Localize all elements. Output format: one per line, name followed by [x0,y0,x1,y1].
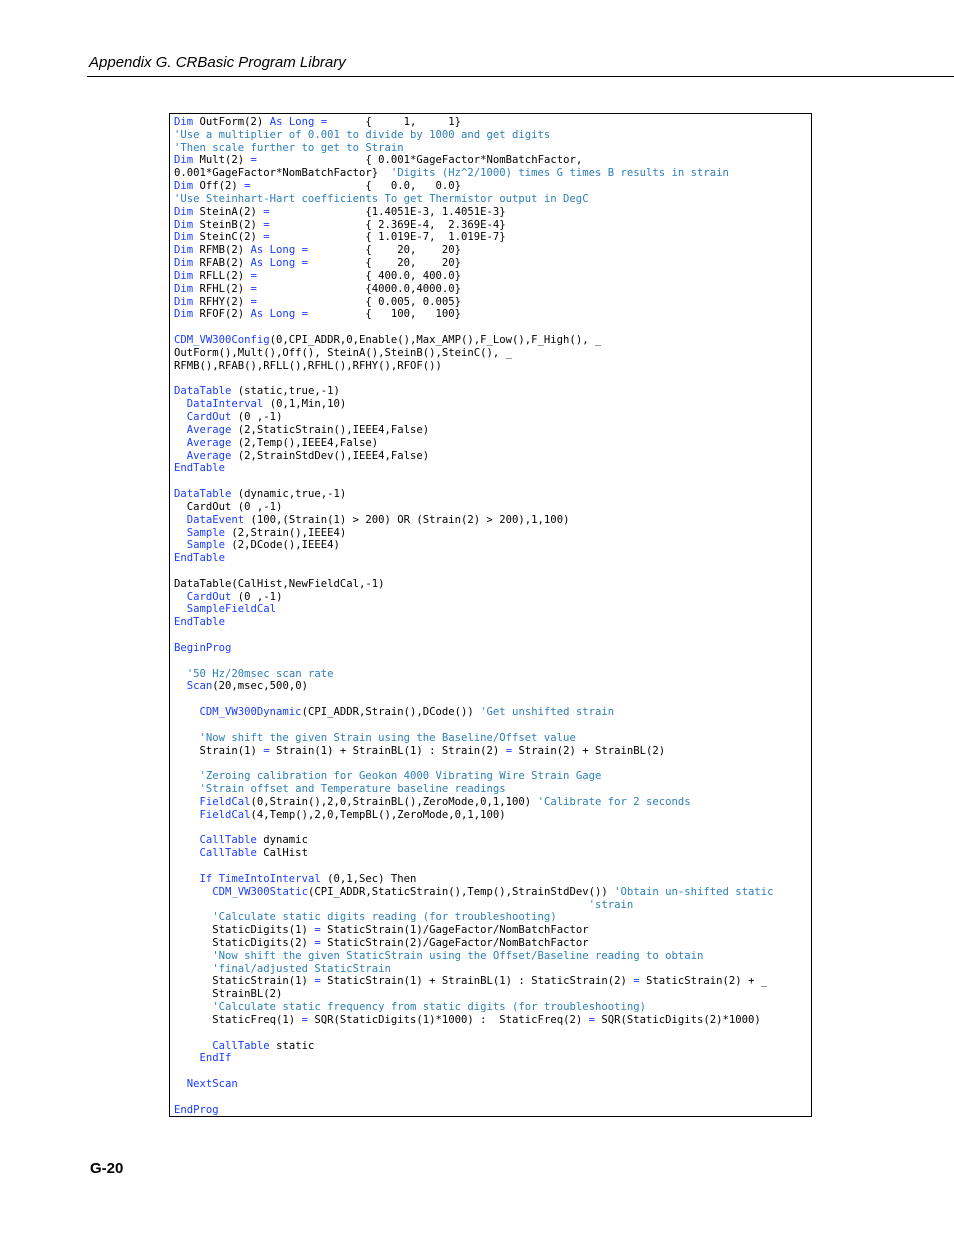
code-text: (2,Strain(),IEEE4) [231,526,347,539]
code-text [174,873,200,885]
code-text: (2,DCode(),IEEE4) [231,539,340,552]
code-line [174,180,809,193]
code-text [174,950,212,962]
code-listing [174,116,809,1117]
code-text: (0,CPI_ADDR,0,Enable(),Max_AMP(),F_Low(),F_High(), _ [269,334,602,347]
code-keyword: CDM_VW300Dynamic [199,706,302,719]
code-line [174,501,809,514]
code-line [174,373,809,386]
code-line [174,1052,809,1065]
code-line [174,514,809,527]
code-keyword: DataEvent [186,513,251,526]
code-keyword: = [250,154,257,167]
code-keyword: = [505,744,513,757]
code-line [174,539,809,552]
code-text [174,514,187,526]
header-divider [87,76,954,77]
code-line [174,296,809,309]
code-text: Strain(1) + StrainBL(1) : Strain(2) [269,744,506,757]
code-text: DataTable(CalHist,NewFieldCal,-1) [174,577,385,590]
page-header-title: Appendix G. CRBasic Program Library [89,54,346,71]
code-text [174,603,187,615]
code-text: { 2.369E-4, 2.369E-4} [269,218,506,231]
code-line [174,693,809,706]
code-text: StaticDigits(1) [174,924,315,937]
code-line [174,680,809,693]
page-number: G-20 [90,1160,124,1177]
code-line [174,603,809,616]
code-line [174,822,809,835]
code-keyword: Dim [174,154,200,167]
code-line [174,347,809,360]
code-text: (2,StaticStrain(),IEEE4,False) [237,423,430,436]
code-text: SteinA(2) [199,205,264,218]
code-line [174,219,809,232]
code-comment: 'Strain offset and Temperature baseline readings [199,783,506,796]
code-text: CalHist [263,847,308,860]
code-text [174,783,200,795]
code-keyword: Dim [174,205,200,218]
code-text: (0,1,Sec) Then [327,872,417,885]
code-keyword: Dim [174,257,200,270]
code-text: StaticStrain(1) + StrainBL(1) : StaticStrain(2) [320,975,634,988]
code-line [174,360,809,373]
code-line [174,860,809,873]
code-text: (4,Temp(),2,0,TempBL(),ZeroMode,0,1,100) [250,808,506,821]
code-text [174,591,187,603]
code-text: {4000.0,4000.0} [256,282,462,295]
code-comment: 'Calibrate for 2 seconds [537,795,691,808]
code-comment: 'Zeroing calibration for Geokon 4000 Vibrating Wire Strain Gage [199,770,602,783]
code-text [174,834,200,846]
code-keyword: Dim [174,269,200,282]
code-line [174,321,809,334]
code-line [174,552,809,565]
code-text: SQR(StaticDigits(1)*1000) : StaticFreq(2) [307,1013,589,1026]
code-keyword: = [263,231,270,244]
code-line [174,334,809,347]
code-line [174,1065,809,1078]
code-keyword: CallTable [199,847,264,860]
code-text [174,706,200,718]
code-text [174,809,200,821]
code-text: 0.001*GageFactor*NomBatchFactor} [174,167,391,180]
code-keyword: CDM_VW300Static [212,885,308,898]
code-line [174,796,809,809]
code-text: Off(2) [199,180,245,193]
code-line [174,899,809,912]
code-text: StaticStrain(2) + _ [639,975,768,988]
code-keyword: As Long = [250,244,308,257]
code-keyword: SampleFieldCal [186,603,277,616]
code-keyword: DataTable [174,385,238,398]
code-text: { 0.001*GageFactor*NomBatchFactor, [256,154,583,167]
code-keyword: EndTable [174,462,226,475]
code-keyword: NextScan [186,1078,238,1091]
code-text: { 0.005, 0.005} [256,295,462,308]
code-text [174,899,589,911]
code-line [174,1001,809,1014]
code-keyword: Dim [174,282,200,295]
code-text [174,911,212,923]
code-line [174,745,809,758]
code-text: (CPI_ADDR,Strain(),DCode()) [301,706,481,719]
code-text: (0 ,-1) [237,411,283,424]
code-line [174,308,809,321]
code-keyword: If TimeIntoInterval [199,872,328,885]
code-keyword: = [263,218,270,231]
code-text: RFMB(2) [199,244,251,257]
code-line [174,565,809,578]
code-text [174,847,200,859]
code-line [174,937,809,950]
code-keyword: EndProg [174,1103,219,1116]
code-text: CardOut (0 ,-1) [174,500,283,513]
code-text [174,680,187,692]
code-text: { 400.0, 400.0} [256,269,462,282]
code-line [174,283,809,296]
code-text: (100,(Strain(1) > 200) OR (Strain(2) > 200),1,100) [250,513,570,526]
code-keyword: CallTable [199,834,264,847]
code-line [174,616,809,629]
code-line [174,1091,809,1104]
code-keyword: = [633,975,640,988]
code-line [174,732,809,745]
code-text: { 20, 20} [307,244,462,257]
code-text [174,732,200,744]
code-keyword: = [263,744,270,757]
code-keyword: Average [186,423,238,436]
code-keyword: As Long = [250,257,308,270]
code-line [174,1014,809,1027]
code-text [174,1078,187,1090]
code-keyword: = [250,269,257,282]
code-text: { 0.0, 0.0} [250,180,462,193]
code-line [174,154,809,167]
code-text [174,424,187,436]
code-text: SteinC(2) [199,231,264,244]
code-text [174,539,187,551]
code-comment: 'Calculate static digits reading (for troubleshooting) [212,911,557,924]
code-keyword: = [250,295,257,308]
code-text: OutForm(),Mult(),Off(), SteinA(),SteinB(),SteinC(), _ [174,346,513,359]
code-text [174,1040,212,1052]
code-listing-box [169,113,812,1117]
code-keyword: DataInterval [186,398,270,411]
code-line [174,206,809,219]
code-keyword: = [588,1013,595,1026]
code-text: (2,Temp(),IEEE4,False) [237,436,379,449]
code-text: Strain(1) [174,744,264,757]
code-line [174,924,809,937]
code-text: { 20, 20} [307,257,462,270]
code-line [174,834,809,847]
code-line [174,655,809,668]
code-comment: 'final/adjusted StaticStrain [212,962,391,975]
code-line [174,270,809,283]
code-text: StaticStrain(1) [174,975,315,988]
code-line [174,809,809,822]
code-line [174,629,809,642]
code-line [174,706,809,719]
code-line [174,578,809,591]
code-line [174,398,809,411]
code-keyword: CDM_VW300Config [174,334,270,347]
code-text: (0 ,-1) [237,590,283,603]
code-text [174,398,187,410]
code-comment: 'Now shift the given StaticStrain using the Offset/Baseline reading to obtain [212,949,704,962]
code-comment: 'Digits (Hz^2/1000) times G times B results in strain [390,167,729,180]
code-line [174,988,809,1001]
code-text: RFHL(2) [199,282,251,295]
code-comment: 'Calculate static frequency from static digits (for troubleshooting) [212,1001,646,1014]
code-text: RFLL(2) [199,269,251,282]
code-keyword: CallTable [212,1039,277,1052]
code-text: Strain(2) + StrainBL(2) [512,744,666,757]
code-line [174,116,809,129]
code-line [174,963,809,976]
code-line [174,847,809,860]
code-line [174,488,809,501]
code-keyword: CardOut [186,590,238,603]
code-text: StaticDigits(2) [174,937,315,949]
code-comment: '50 Hz/20msec scan rate [186,667,334,680]
code-comment: 'Obtain un-shifted static [614,885,774,898]
code-keyword: Dim [174,116,200,128]
code-keyword: Average [186,436,238,449]
code-text [174,668,187,680]
code-keyword: Scan [186,680,213,693]
code-keyword: = [314,937,321,949]
code-comment: 'strain [588,898,634,911]
code-line [174,167,809,180]
code-line [174,450,809,463]
code-comment: 'Then scale further to get to Strain [174,141,404,154]
code-line [174,1040,809,1053]
code-keyword: = [263,205,270,218]
code-line [174,950,809,963]
code-keyword: = [244,180,251,193]
code-keyword: FieldCal [199,795,251,808]
code-keyword: DataTable [174,488,238,501]
code-text: SQR(StaticDigits(2)*1000) [594,1013,761,1026]
code-line [174,193,809,206]
code-line [174,129,809,142]
code-line [174,975,809,988]
code-line [174,231,809,244]
code-text: SteinB(2) [199,218,264,231]
code-text: {1.4051E-3, 1.4051E-3} [269,205,506,218]
code-line [174,385,809,398]
code-text: StaticFreq(1) [174,1013,302,1026]
code-text: RFOF(2) [199,308,251,321]
code-text [174,411,187,423]
code-text: { 100, 100} [307,308,462,321]
code-keyword: EndTable [174,616,226,629]
code-keyword: As Long = [250,308,308,321]
code-text: static [276,1039,315,1052]
code-line [174,244,809,257]
code-keyword: FieldCal [199,808,251,821]
code-line [174,1078,809,1091]
code-line [174,757,809,770]
code-text [174,963,212,975]
code-text: { 1, 1} [333,116,462,128]
code-line [174,257,809,270]
code-text: dynamic [263,834,308,847]
code-keyword: BeginProg [174,641,232,654]
code-comment: 'Use Steinhart-Hart coefficients To get Thermistor output in DegC [174,192,589,205]
code-keyword: = [314,975,321,988]
code-comment: 'Now shift the given Strain using the Baseline/Offset value [199,731,576,744]
code-keyword: = [250,282,257,295]
code-keyword: EndIf [199,1052,232,1065]
code-line [174,1104,809,1117]
code-keyword: Dim [174,180,200,193]
code-line [174,411,809,424]
code-keyword: Dim [174,244,200,257]
code-comment: 'Use a multiplier of 0.001 to divide by 1000 and get digits [174,128,551,141]
code-keyword: Average [186,449,238,462]
code-line [174,1027,809,1040]
code-text: OutForm(2) [199,116,270,128]
code-text [174,770,200,782]
code-text: RFHY(2) [199,295,251,308]
code-keyword: Sample [186,539,232,552]
code-keyword: Dim [174,218,200,231]
code-keyword: EndTable [174,552,226,565]
code-text: StaticStrain(2)/GageFactor/NomBatchFactor [320,937,589,949]
code-text [174,796,200,808]
code-text: StrainBL(2) [174,988,283,1001]
code-text: (2,StrainStdDev(),IEEE4,False) [237,449,430,462]
code-text: Mult(2) [199,154,251,167]
code-line [174,424,809,437]
code-line [174,437,809,450]
code-keyword: Dim [174,231,200,244]
code-text [174,1001,212,1013]
code-keyword: = [301,1013,308,1026]
code-line [174,886,809,899]
code-line [174,783,809,796]
code-text [174,1052,200,1064]
code-keyword: Dim [174,295,200,308]
code-keyword: As Long = [269,116,334,128]
code-line [174,642,809,655]
code-line [174,770,809,783]
code-keyword: CardOut [186,411,238,424]
code-keyword: = [314,924,321,937]
code-line [174,911,809,924]
code-keyword: Sample [186,526,232,539]
code-text: RFMB(),RFAB(),RFLL(),RFHL(),RFHY(),RFOF()) [174,359,442,372]
code-text [174,886,212,898]
code-line [174,873,809,886]
code-line [174,475,809,488]
code-line [174,668,809,681]
code-line [174,527,809,540]
code-text [174,527,187,539]
code-text: (CPI_ADDR,StaticStrain(),Temp(),StrainStdDev()) [307,885,615,898]
code-text: { 1.019E-7, 1.019E-7} [269,231,506,244]
code-line [174,591,809,604]
code-text: (0,1,Min,10) [269,398,347,411]
code-line [174,719,809,732]
code-comment: 'Get unshifted strain [480,706,615,719]
code-line [174,462,809,475]
code-text: RFAB(2) [199,257,251,270]
code-text: StaticStrain(1)/GageFactor/NomBatchFactor [320,924,589,937]
code-text: (static,true,-1) [237,385,340,398]
code-text: (0,Strain(),2,0,StrainBL(),ZeroMode,0,1,100) [250,795,538,808]
code-keyword: Dim [174,308,200,321]
code-text: (20,msec,500,0) [212,680,308,693]
code-text [174,437,187,449]
code-line [174,142,809,155]
code-text [174,450,187,462]
code-text: (dynamic,true,-1) [237,488,347,501]
